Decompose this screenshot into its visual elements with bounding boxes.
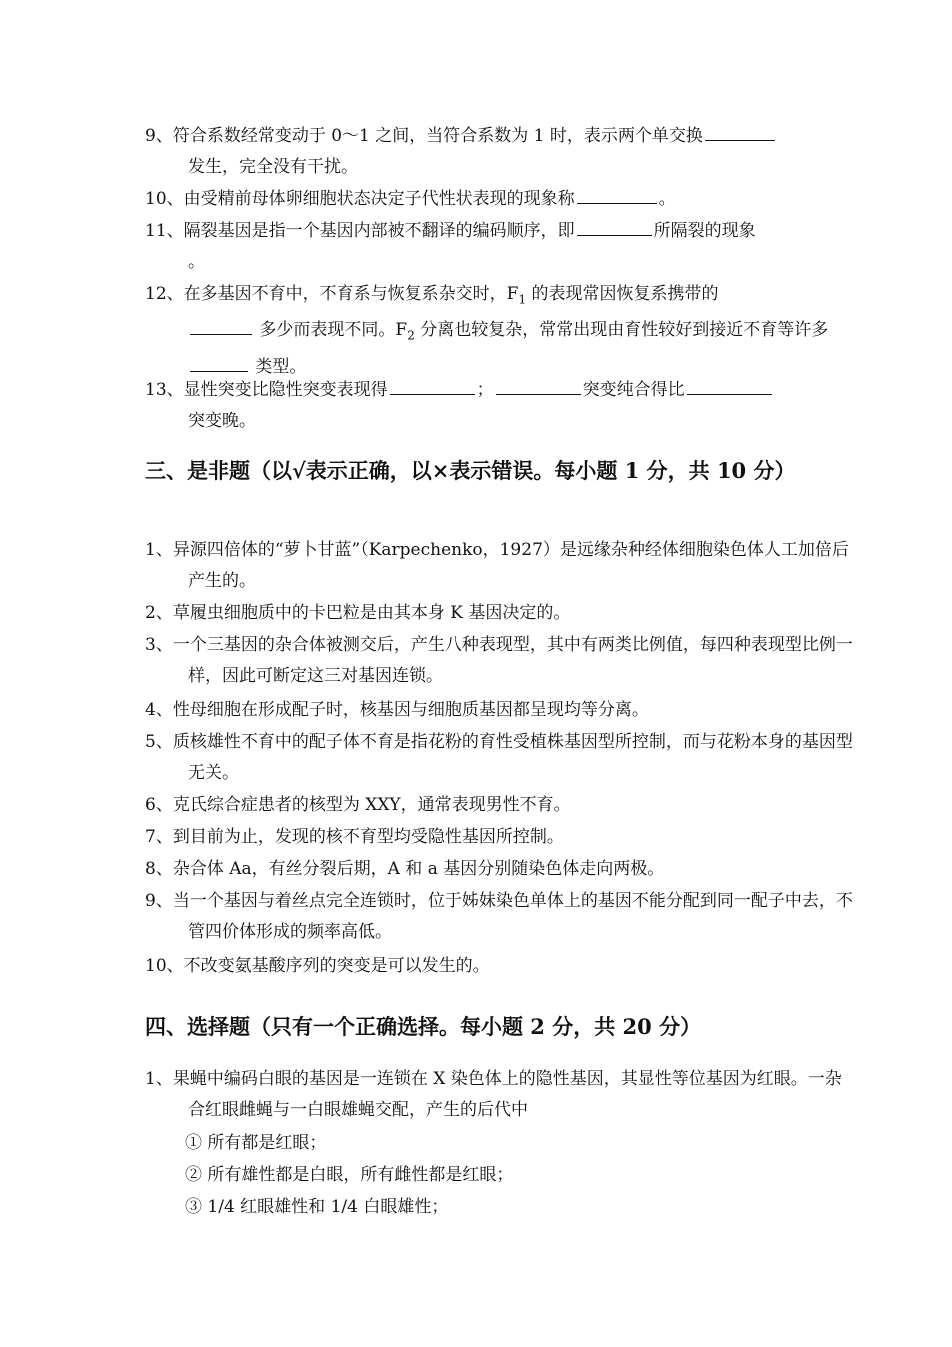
choice-question-1: 1、果蝇中编码白眼的基因是一连锁在 X 染色体上的隐性基因，其显性等位基因为红眼。一杂合红眼雌蝇与一白眼雄蝇交配，产生的后代中 [145,1069,842,1120]
question-text: 。 [188,252,205,272]
question-text: 9、符合系数经常变动于 0～1 之间，当符合系数为 1 时，表示两个单交换 [145,126,703,146]
question-text: 10、由受精前母体卵细胞状态决定子代性状表现的现象称 [145,189,575,209]
question-text: 突变纯合得比 [582,380,685,400]
question-text: 类型。 [250,356,307,377]
answer-blank [577,216,652,236]
choice-option-3: ③ 1/4 红眼雄性和 1/4 白眼雄性； [185,1197,449,1217]
answer-blank [390,375,475,395]
true-false-item-2: 2、草履虫细胞质中的卡巴粒是由其本身 K 基因决定的。 [145,603,571,623]
true-false-item-9: 9、当一个基因与着丝点完全连锁时，位于姊妹染色单体上的基因不能分配到同一配子中去，不管四价体形成的频率高低。 [145,891,853,942]
fill-question-11 [145,216,853,278]
question-text: 13、显性突变比隐性突变表现得 [145,380,388,400]
question-text: 多少而表现不同。F [254,320,408,341]
true-false-item-4: 4、性母细胞在形成配子时，核基因与细胞质基因都呈现均等分离。 [145,700,649,720]
question-text: 的表现常因恢复系携带的 [526,284,719,304]
question-text: 所隔裂的现象 [653,221,756,241]
answer-blank [705,121,775,141]
question-text: 分离也较复杂，常常出现由育性较好到接近不育等许多 [414,320,829,341]
answer-blank [190,315,252,335]
question-text: 12、在多基因不育中，不育系与恢复系杂交时，F [145,284,519,304]
true-false-item-5: 5、质核雄性不育中的配子体不育是指花粉的育性受植株基因型所控制，而与花粉本身的基因型无关。 [145,732,853,783]
question-text: 11、隔裂基因是指一个基因内部被不翻译的编码顺序，即 [145,221,575,241]
true-false-item-6: 6、克氏综合症患者的核型为 XXY，通常表现男性不育。 [145,795,571,815]
true-false-item-7: 7、到目前为止，发现的核不育型均受隐性基因所控制。 [145,827,564,847]
section-3-heading: 三、是非题（以√表示正确，以×表示错误。每小题 1 分，共 10 分） [145,458,796,483]
fill-question-13 [145,375,853,437]
question-text: 发生，完全没有干扰。 [188,157,358,177]
subscript: 1 [518,292,527,307]
subscript: 2 [407,328,415,343]
true-false-item-3: 3、一个三基因的杂合体被测交后，产生八种表现型，其中有两类比例值，每四种表现型比例一样，因此可断定这三对基因连锁。 [145,635,853,686]
answer-blank [496,375,581,395]
true-false-item-8: 8、杂合体 Aa，有丝分裂后期，A 和 a 基因分别随染色体走向两极。 [145,859,665,879]
fill-question-12 [145,279,853,383]
question-text: 。 [658,189,676,209]
choice-option-1: ① 所有都是红眼； [185,1133,327,1153]
fill-question-10 [145,184,853,215]
answer-blank [577,184,657,204]
choice-option-2: ② 所有雄性都是白眼，所有雌性都是红眼； [185,1165,514,1185]
true-false-item-1: 1、异源四倍体的“萝卜甘蓝”（Karpechenko，1927）是远缘杂种经体细胞染色体人工加倍后产生的。 [145,540,849,591]
section-4-heading: 四、选择题（只有一个正确选择。每小题 2 分，共 20 分） [145,1014,702,1039]
answer-blank [687,375,772,395]
answer-blank [190,352,248,372]
true-false-item-10: 10、不改变氨基酸序列的突变是可以发生的。 [145,956,490,976]
question-text: 突变晚。 [188,411,256,431]
question-text: ； [476,380,494,400]
fill-question-9 [145,121,853,183]
